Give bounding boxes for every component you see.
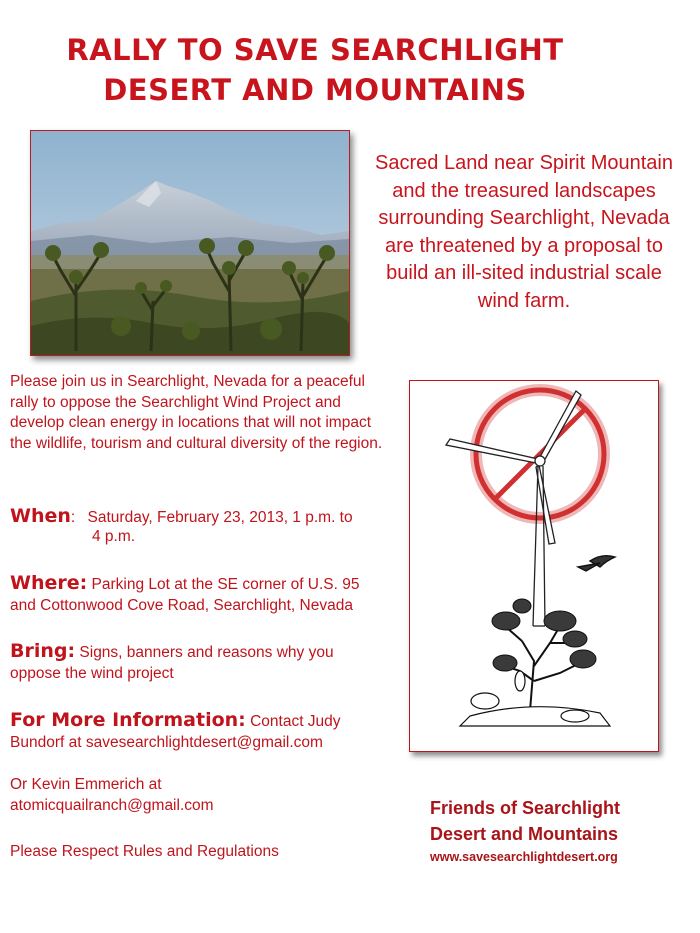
intro-line: Sacred Land near Spirit Mountain [375,152,673,174]
kevin-section [10,775,390,816]
when-detail-continued: 4 p.m. [92,528,136,545]
intro-line: and the treasured landscapes [392,179,656,202]
intro-line: surrounding Searchlight, Nevada [378,207,670,229]
invitation-paragraph: Please join us in Searchlight, Nevada for a peaceful rally to oppose the Searchlight Wind Project and develop clean energy in locations that will not impact the wildlife, tourism and cultural diversity of the region. [10,373,383,452]
title-line-2: DESERT AND MOUNTAINS [103,73,527,107]
title-line-1: RALLY TO SAVE SEARCHLIGHT [66,33,564,67]
where-section [10,573,380,616]
when-label: When [10,505,71,527]
desert-mountain-photo [30,130,350,356]
org-website-link[interactable]: www.savesearchlightdesert.org [430,850,618,864]
kevin-email: atomicquailranch@gmail.com [10,796,214,814]
organization-signature [430,795,690,867]
no-wind-turbine-drawing [409,380,659,752]
bring-section [10,641,360,684]
intro-line: are threatened by a proposal to [385,234,663,257]
when-detail: Saturday, February 23, 2013, 1 p.m. to [87,509,353,526]
bring-detail: Signs, banners and reasons why you oppose the wind project [10,644,334,682]
respect-notice: Please Respect Rules and Regulations [10,843,279,860]
bring-label: Bring: [10,640,76,662]
info-label: For More Information: [10,709,246,731]
when-colon: : [70,509,76,526]
where-detail: Parking Lot at the SE corner of U.S. 95 and Cottonwood Cove Road, Searchlight, Nevada [10,576,360,614]
flyer-title [0,30,630,110]
where-label: Where: [10,572,88,594]
info-detail: Contact Judy Bundorf at savesearchlightdesert@gmail.com [10,713,341,751]
when-section [10,505,400,529]
kevin-line-1: Or Kevin Emmerich at [10,776,162,793]
intro-paragraph [356,150,692,315]
org-name-line-2: Desert and Mountains [430,824,619,844]
org-name-line-1: Friends of Searchlight [430,798,621,818]
intro-line: build an ill-sited industrial scale [386,262,662,284]
info-section [10,710,370,753]
intro-line: wind farm. [477,289,571,312]
